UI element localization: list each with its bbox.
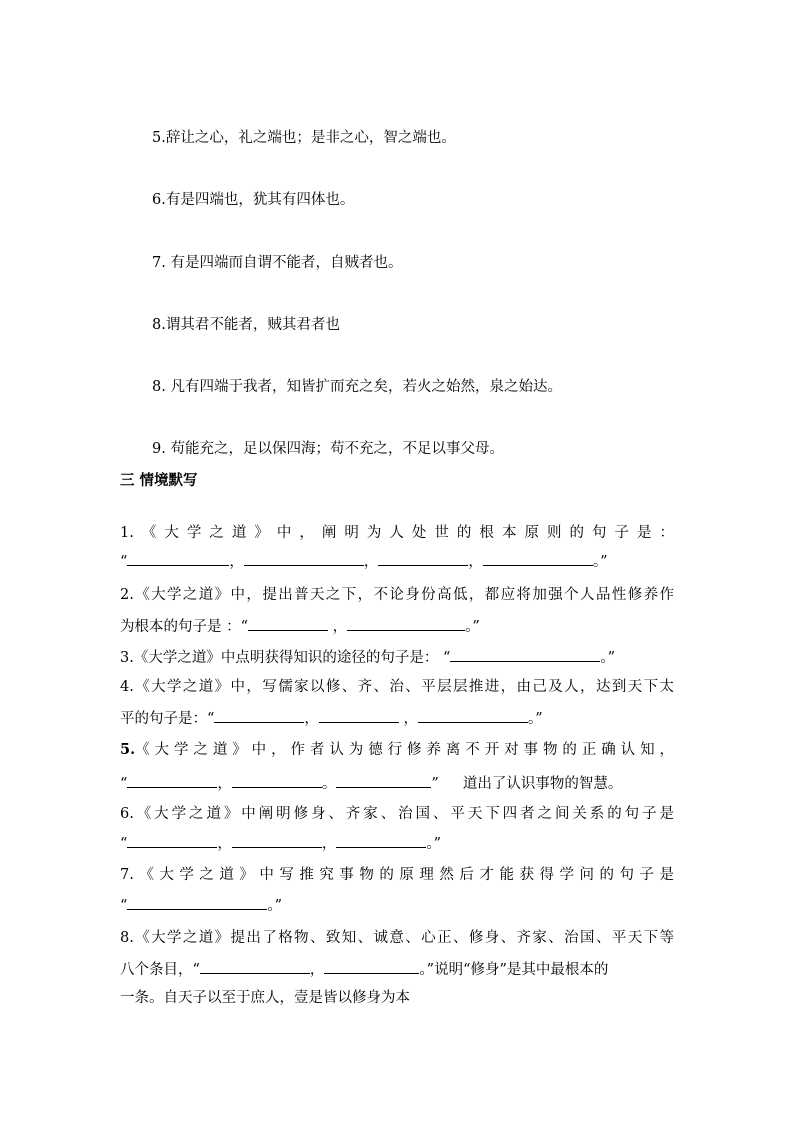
question-5-line-2: “ ， 。 ” 道出了认识事物的智慧。 bbox=[120, 772, 622, 794]
sentence-6: 6.有是四端也，犹其有四体也。 bbox=[152, 192, 355, 208]
sentence-5: 5.辞让之心，礼之端也；是非之心，智之端也。 bbox=[152, 130, 456, 146]
question-4-line-2: 平的句子是：“ ， ， 。” bbox=[120, 707, 543, 729]
sentence-7: 7. 有是四端而自谓不能者，自贼者也。 bbox=[152, 255, 403, 271]
question-2-line-2: 为根本的句子是 ：“ ， 。” bbox=[120, 615, 480, 637]
question-2-line-1: 2.《大学之道》中，提出普天之下，不论身份高低，都应将加强个人品性修养作 bbox=[120, 587, 674, 603]
question-8-line-3: 一条。自天子以至于庶人，壹是皆以修身为本 bbox=[120, 990, 410, 1006]
sentence-8b: 8. 凡有四端于我者，知皆扩而充之矣，若火之始然，泉之始达。 bbox=[152, 379, 562, 395]
question-7-line-1: 7.《大学之道》中写推究事物的原理然后才能获得学问的句子是 bbox=[120, 867, 674, 883]
answer-blank[interactable] bbox=[127, 550, 229, 566]
answer-blank[interactable] bbox=[248, 615, 328, 631]
section-title: 三 情境默写 bbox=[120, 472, 198, 489]
answer-blank[interactable] bbox=[127, 894, 267, 910]
answer-blank[interactable] bbox=[324, 958, 419, 974]
answer-blank[interactable] bbox=[214, 707, 304, 723]
question-1-line-2: “ ， ， ， 。” bbox=[120, 550, 608, 572]
answer-blank[interactable] bbox=[336, 772, 431, 788]
answer-blank[interactable] bbox=[418, 707, 528, 723]
answer-blank[interactable] bbox=[232, 832, 322, 848]
sentence-9: 9. 苟能充之，足以保四海；苟不充之，不足以事父母。 bbox=[152, 441, 504, 457]
question-4-line-1: 4.《大学之道》中，写儒家以修、齐、治、平层层推进，由己及人，达到天下太 bbox=[120, 679, 674, 695]
question-8-line-2: 八个条目，“ ， 。”说明“修身”是其中最根本的 bbox=[120, 958, 608, 980]
answer-blank[interactable] bbox=[200, 958, 310, 974]
question-6-line-2: “ ， ， 。” bbox=[120, 832, 441, 854]
answer-blank[interactable] bbox=[244, 550, 364, 566]
question-6-line-1: 6.《大学之道》中阐明修身、齐家、治国、平天下四者之间关系的句子是 bbox=[120, 806, 674, 822]
answer-blank[interactable] bbox=[232, 772, 322, 788]
question-7-line-2: “ 。” bbox=[120, 894, 282, 916]
question-8-line-1: 8.《大学之道》提出了格物、致知、诚意、心正、修身、齐家、治国、平天下等 bbox=[120, 930, 674, 946]
question-5-line-1: 5. 《大学之道》中，作者认为德行修养离不开对事物的正确认知， bbox=[120, 741, 674, 758]
answer-blank[interactable] bbox=[127, 832, 217, 848]
question-3-line-1: 3.《大学之道》中点明获得知识的途径的句子是： “ 。” bbox=[120, 646, 615, 668]
answer-blank[interactable] bbox=[336, 832, 426, 848]
answer-blank[interactable] bbox=[450, 646, 600, 662]
answer-blank[interactable] bbox=[347, 615, 465, 631]
answer-blank[interactable] bbox=[319, 707, 399, 723]
answer-blank[interactable] bbox=[483, 550, 593, 566]
answer-blank[interactable] bbox=[127, 772, 217, 788]
sentence-8a: 8.谓其君不能者，贼其君者也 bbox=[152, 317, 340, 333]
question-1-line-1: 1.《大学之道》中，阐明为人处世的根本原则的句子是： bbox=[120, 525, 674, 541]
answer-blank[interactable] bbox=[378, 550, 468, 566]
